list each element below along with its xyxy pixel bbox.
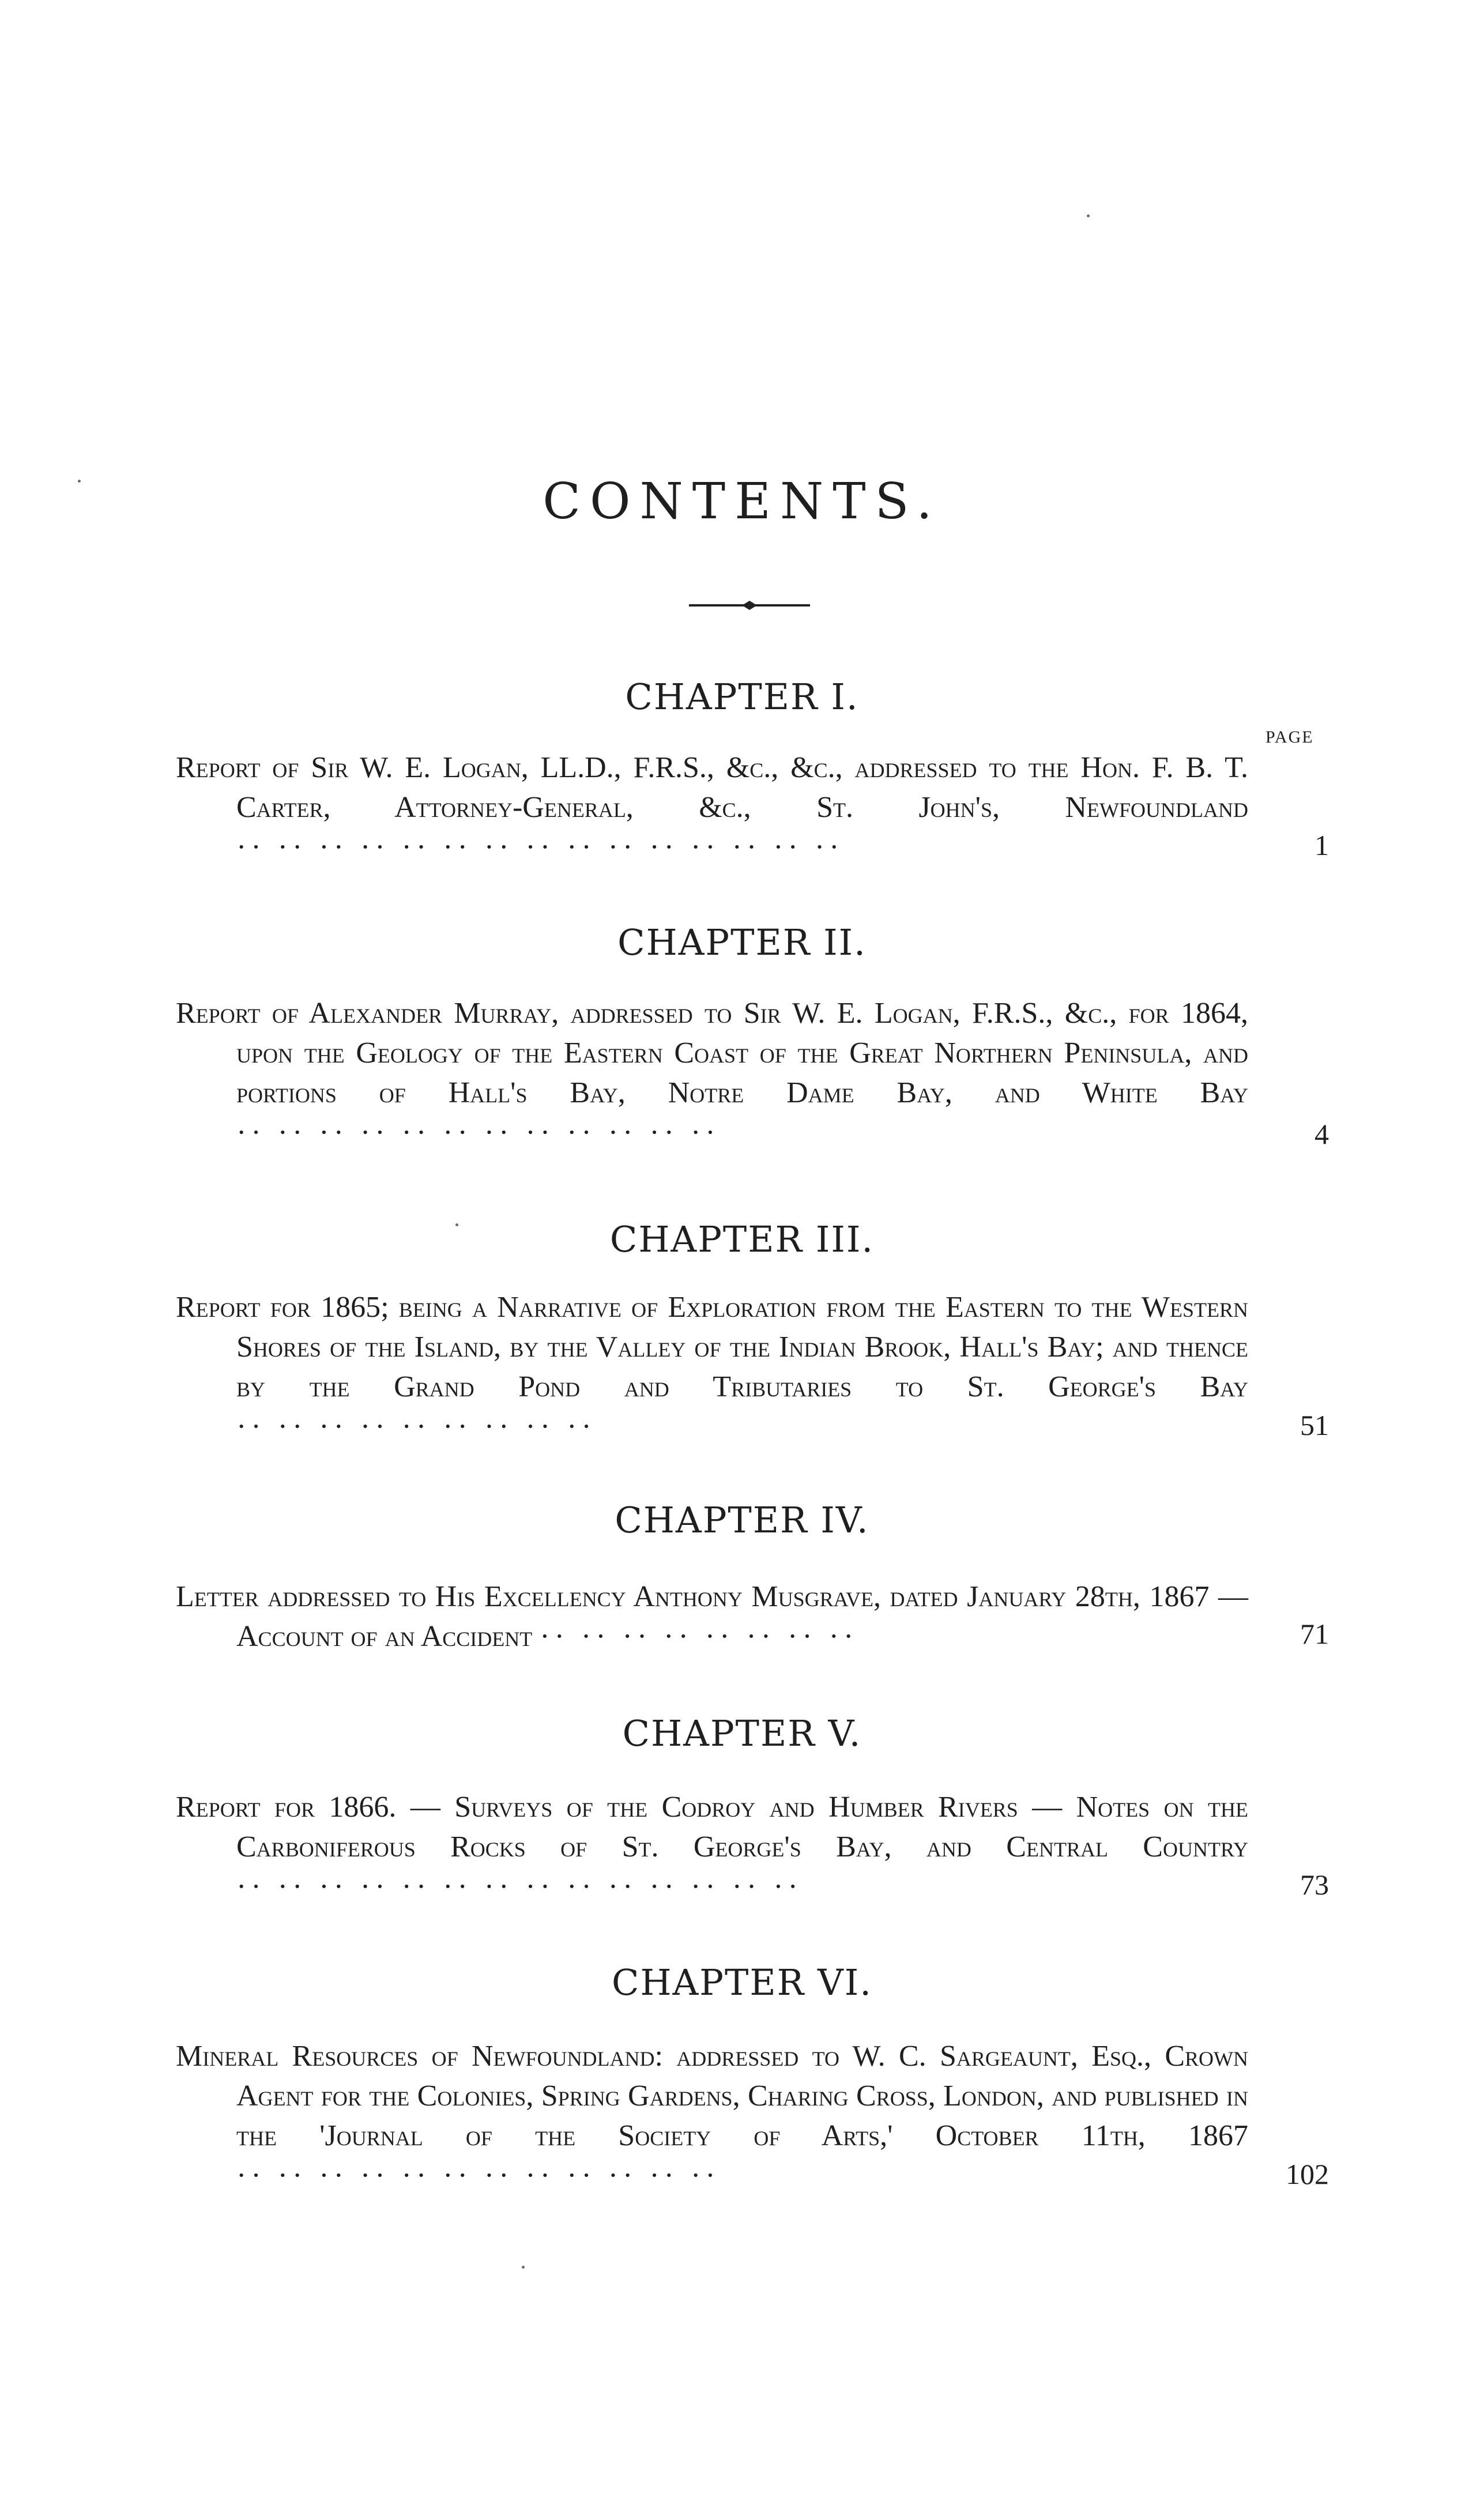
page-number: 71 xyxy=(1300,1618,1329,1650)
print-speck xyxy=(522,2266,525,2269)
chapter-heading: CHAPTER III. xyxy=(609,1218,875,1260)
print-speck xyxy=(1087,214,1090,217)
chapter-entry xyxy=(176,2036,1248,2195)
entry-text: Mineral Resources of Newfoundland: addressed to W. C. Sargeaunt, Esq., Crown Agent for the Colonies, Spring Gardens, Charing Cross, London, and published in the 'Journal of the Society of Arts,' October 11th, 1867 xyxy=(176,2040,1248,2152)
chapter-heading: CHAPTER IV. xyxy=(615,1499,869,1541)
page-number: 73 xyxy=(1300,1869,1329,1901)
dot-leader: ·· ·· ·· ·· ·· ·· ·· ·· ·· ·· ·· ·· ·· ·· xyxy=(236,1870,803,1903)
entry-text: Report for 1866. — Surveys of the Codroy and Humber Rivers — Notes on the Carboniferous Rocks of St. George's Bay, and Central Country xyxy=(176,1791,1248,1863)
dot-leader: ·· ·· ·· ·· ·· ·· ·· ·· ·· ·· ·· ·· xyxy=(236,1116,720,1149)
chapter-entry xyxy=(176,1787,1248,1907)
chapter-heading: CHAPTER V. xyxy=(622,1712,862,1754)
page-number: 4 xyxy=(1314,1118,1329,1150)
chapter-heading: CHAPTER II. xyxy=(617,921,867,963)
entry-text: Report for 1865; being a Narrative of Exploration from the Eastern to the Western Shores of the Island, by the Valley of the Indian Brook, Hall's Bay; and thence by the Grand Pond and Tributaries to St. George's Bay xyxy=(176,1291,1248,1403)
dot-leader: ·· ·· ·· ·· ·· ·· ·· ·· ·· ·· ·· ·· ·· ·· ·· xyxy=(236,831,844,864)
chapter-entry xyxy=(176,1287,1248,1447)
page-number: 102 xyxy=(1286,2158,1329,2190)
dot-leader: ·· ·· ·· ·· ·· ·· ·· ·· ·· ·· ·· ·· xyxy=(236,2159,720,2192)
chapter-entry xyxy=(176,993,1248,1152)
ornament-rule-icon xyxy=(689,597,810,614)
entry-text: Report of Sir W. E. Logan, LL.D., F.R.S., &c., &c., addressed to the Hon. F. B. T. Carter, Attorney-General, &c., St. John's, Newfoundland xyxy=(176,751,1248,824)
page-column-label: PAGE xyxy=(1265,728,1314,747)
chapter-heading: CHAPTER VI. xyxy=(612,1961,872,2003)
page-number: 1 xyxy=(1314,829,1329,861)
page-title: CONTENTS. xyxy=(543,473,941,530)
chapter-entry xyxy=(176,748,1248,867)
dot-leader: ·· ·· ·· ·· ·· ·· ·· ·· xyxy=(540,1620,858,1653)
print-speck xyxy=(455,1223,458,1226)
dot-leader: ·· ·· ·· ·· ·· ·· ·· ·· ·· xyxy=(236,1410,596,1443)
chapter-entry xyxy=(176,1577,1248,1656)
chapter-heading: CHAPTER I. xyxy=(625,676,859,718)
page-number: 51 xyxy=(1300,1409,1329,1441)
print-speck xyxy=(78,480,81,483)
entry-text: Letter addressed to His Excellency Anthony Musgrave, dated January 28th, 1867 — Account of an Accident xyxy=(176,1580,1248,1653)
entry-text: Report of Alexander Murray, addressed to Sir W. E. Logan, F.R.S., &c., for 1864, upon the Geology of the Eastern Coast of the Great Northern Peninsula, and portions of Hall's Bay, Notre Dame Bay, and White Bay xyxy=(176,997,1248,1109)
